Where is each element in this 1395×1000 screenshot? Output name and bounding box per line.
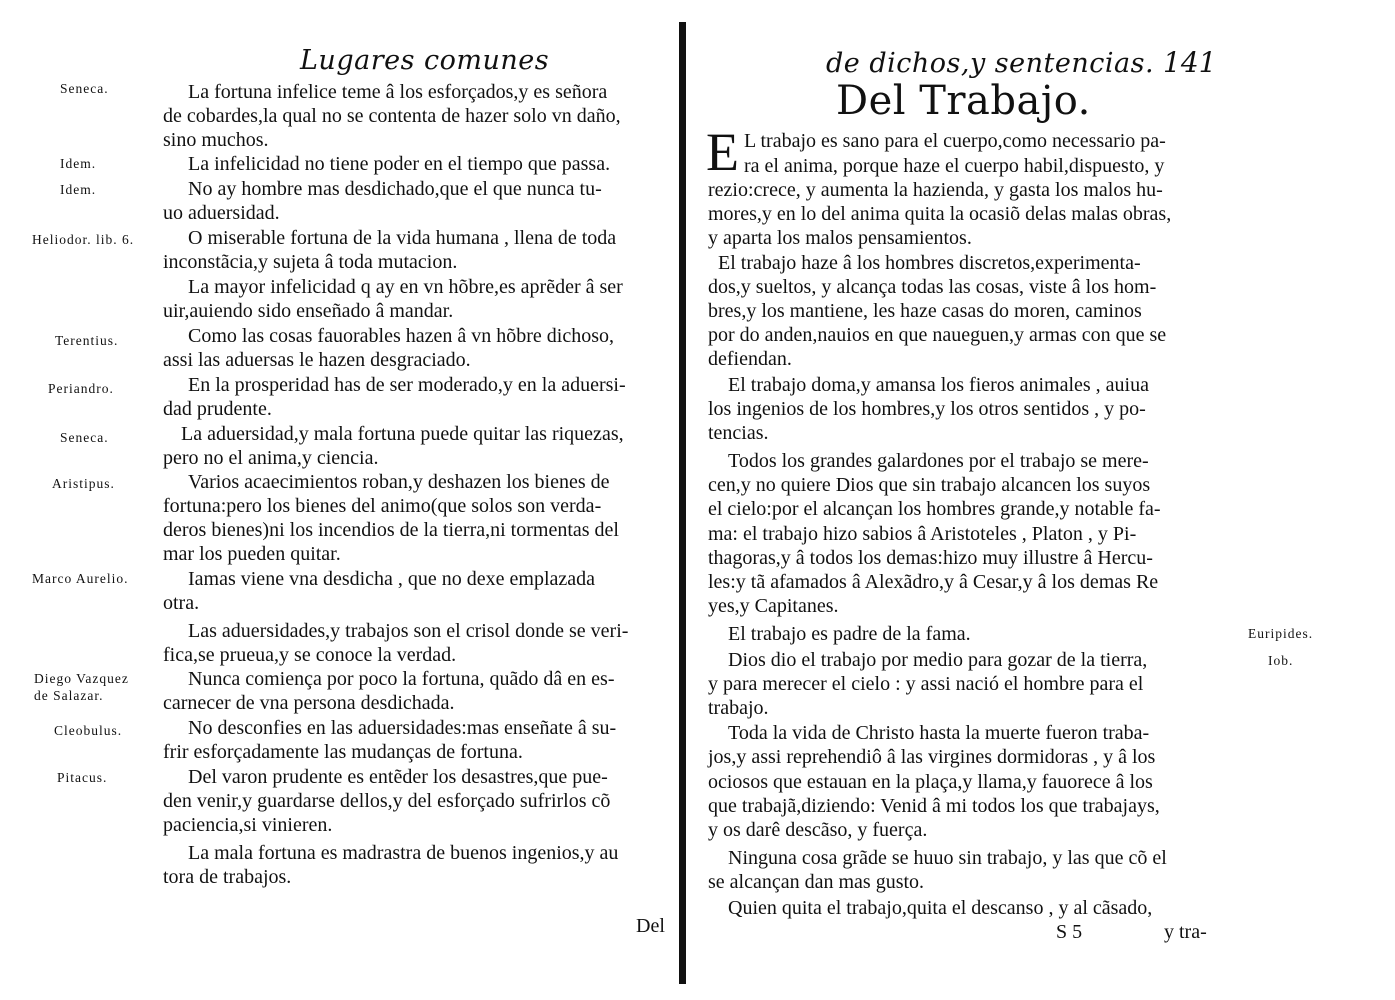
text-line: Varios acaecimientos roban,y deshazen los bienes de [188, 471, 610, 493]
marginal-name: Idem. [60, 156, 97, 171]
marginal-name: de Salazar. [34, 688, 104, 703]
text-line: El trabajo es padre de la fama. [728, 623, 971, 645]
text-line: y os darê descãso, y fuerça. [708, 819, 928, 841]
text-line: frir esforçadamente las mudanças de fortuna. [163, 741, 523, 763]
marginal-name: Seneca. [60, 81, 109, 96]
text-line: sino muchos. [163, 129, 269, 151]
text-line: assi las aduersas le hazen desgraciado. [163, 349, 471, 371]
text-line: L trabajo es sano para el cuerpo,como necessario pa- [744, 130, 1166, 152]
marginal-name: Periandro. [48, 381, 114, 396]
text-line: carnecer de vna persona desdichada. [163, 692, 455, 714]
text-line: inconstãcia,y sujeta â toda mutacion. [163, 251, 458, 273]
text-line: Nunca comiença por poco la fortuna, quãdo dâ en es- [188, 668, 615, 690]
text-line: rezio:crece, y aumenta la hazienda, y gasta los malos hu- [708, 179, 1163, 201]
left-running-head: Lugares comunes [300, 45, 550, 76]
catchword: y tra- [1164, 921, 1207, 943]
text-line: El trabajo doma,y amansa los fieros animales , auiua [728, 374, 1149, 396]
text-line: ociosos que estauan en la plaça,y llama,y fauorece â los [708, 771, 1153, 793]
text-line: Iamas viene vna desdicha , que no dexe emplazada [188, 568, 596, 590]
text-line: bres,y los mantiene, les haze casas do moren, caminos [708, 300, 1142, 322]
text-line: No ay hombre mas desdichado,que el que nunca tu- [188, 178, 602, 200]
text-line: por do anden,nauios en que naueguen,y armas con que se [708, 324, 1167, 346]
text-line: deros bienes)ni los incendios de la tierra,ni tormentas del [163, 519, 619, 541]
marginal-name: Heliodor. lib. 6. [32, 232, 135, 247]
text-line: de cobardes,la qual no se contenta de hazer solo vn daño, [163, 105, 621, 127]
text-line: y para merecer el cielo : y assi nació el hombre para el [708, 673, 1144, 695]
text-line: La mala fortuna es madrastra de buenos ingenios,y au [188, 842, 619, 864]
text-line: Dios dio el trabajo por medio para gozar de la tierra, [728, 649, 1148, 671]
text-line: La mayor infelicidad q ay en vn hõbre,es aprẽder â ser [188, 276, 623, 298]
text-line: Ninguna cosa grãde se huuo sin trabajo, y las que cõ el [728, 847, 1167, 869]
text-line: defiendan. [708, 348, 792, 370]
marginal-name: Aristipus. [52, 476, 115, 491]
text-line: fortuna:pero los bienes del animo(que solos son verda- [163, 495, 602, 517]
text-line: tora de trabajos. [163, 866, 292, 888]
page-gutter [679, 22, 686, 984]
text-line: Las aduersidades,y trabajos son el crisol donde se veri- [188, 620, 629, 642]
marginal-name: Cleobulus. [54, 723, 123, 738]
text-line: uo aduersidad. [163, 202, 280, 224]
page-number: 141 [1163, 46, 1217, 79]
marginal-name: Euripides. [1248, 626, 1314, 641]
marginal-name: Marco Aurelio. [32, 571, 129, 586]
marginal-name: Diego Vazquez [34, 671, 129, 686]
text-line: pero no el anima,y ciencia. [163, 447, 379, 469]
drop-capital: E [706, 122, 739, 182]
text-line: La aduersidad,y mala fortuna puede quitar las riquezas, [181, 423, 624, 445]
text-line: dad prudente. [163, 398, 272, 420]
marginal-name: Seneca. [60, 430, 109, 445]
text-line: los ingenios de los hombres,y los otros sentidos , y po- [708, 398, 1146, 420]
text-line: mar los pueden quitar. [163, 543, 341, 565]
text-line: ra el anima, porque haze el cuerpo habil,dispuesto, y [744, 155, 1165, 177]
marginal-name: Terentius. [55, 333, 119, 348]
text-line: No desconfies en las aduersidades:mas enseñate â su- [188, 717, 617, 739]
text-line: y aparta los malos pensamientos. [708, 227, 972, 249]
catchword: Del [636, 915, 665, 937]
text-line: Toda la vida de Christo hasta la muerte fueron traba- [728, 722, 1150, 744]
text-line: dos,y sueltos, y alcança todas las cosas, viste â los hom- [708, 276, 1157, 298]
text-line: que trabajã,diziendo: Venid â mi todos los que trabajays, [708, 795, 1160, 817]
text-line: La infelicidad no tiene poder en el tiempo que passa. [188, 153, 611, 175]
text-line: trabajo. [708, 697, 769, 719]
text-line: se alcançan dan mas gusto. [708, 871, 925, 893]
text-line: mores,y en lo del anima quita la ocasiõ delas malas obras, [708, 203, 1172, 225]
text-line: cen,y no quiere Dios que sin trabajo alcancen los suyos [708, 474, 1151, 496]
marginal-name: Iob. [1268, 653, 1294, 668]
text-line: fica,se prueua,y se conoce la verdad. [163, 644, 457, 666]
text-line: Todos los grandes galardones por el trabajo se mere- [728, 450, 1149, 472]
text-line: En la prosperidad has de ser moderado,y en la aduersi- [188, 374, 626, 396]
text-line: yes,y Capitanes. [708, 595, 839, 617]
text-line: jos,y assi reprehendiô â las virgines dormidoras , y â los [708, 746, 1156, 768]
text-line: tencias. [708, 422, 769, 444]
text-line: otra. [163, 592, 200, 614]
text-line: Quien quita el trabajo,quita el descanso , y al cãsado, [728, 897, 1153, 919]
text-line: den venir,y guardarse dellos,y del esforçado sufrirlos cõ [163, 790, 611, 812]
text-line: O miserable fortuna de la vida humana , llena de toda [188, 227, 617, 249]
text-line: el cielo:por el alcançan los hombres grande,y notable fa- [708, 498, 1161, 520]
text-line: ma: el trabajo hizo sabios â Aristoteles , Platon , y Pi- [708, 523, 1137, 545]
right-running-head: de dichos,y sentencias. [826, 48, 1155, 79]
text-line: uir,auiendo sido enseñado â mandar. [163, 300, 454, 322]
text-line: El trabajo haze â los hombres discretos,experimenta- [718, 252, 1141, 274]
section-title: Del Trabajo. [836, 78, 1091, 124]
text-line: Como las cosas fauorables hazen â vn hõbre dichoso, [188, 325, 614, 347]
text-line: thagoras,y â todos los demas:hizo muy illustre â Hercu- [708, 547, 1153, 569]
text-line: La fortuna infelice teme â los esforçados,y es señora [188, 81, 608, 103]
marginal-name: Idem. [60, 182, 97, 197]
marginal-name: Pitacus. [57, 770, 108, 785]
text-line: les:y tã afamados â Alexãdro,y â Cesar,y â los demas Re [708, 571, 1159, 593]
text-line: paciencia,si vinieren. [163, 814, 333, 836]
text-line: Del varon prudente es entẽder los desastres,que pue- [188, 766, 608, 788]
signature-mark: S 5 [1056, 921, 1083, 943]
